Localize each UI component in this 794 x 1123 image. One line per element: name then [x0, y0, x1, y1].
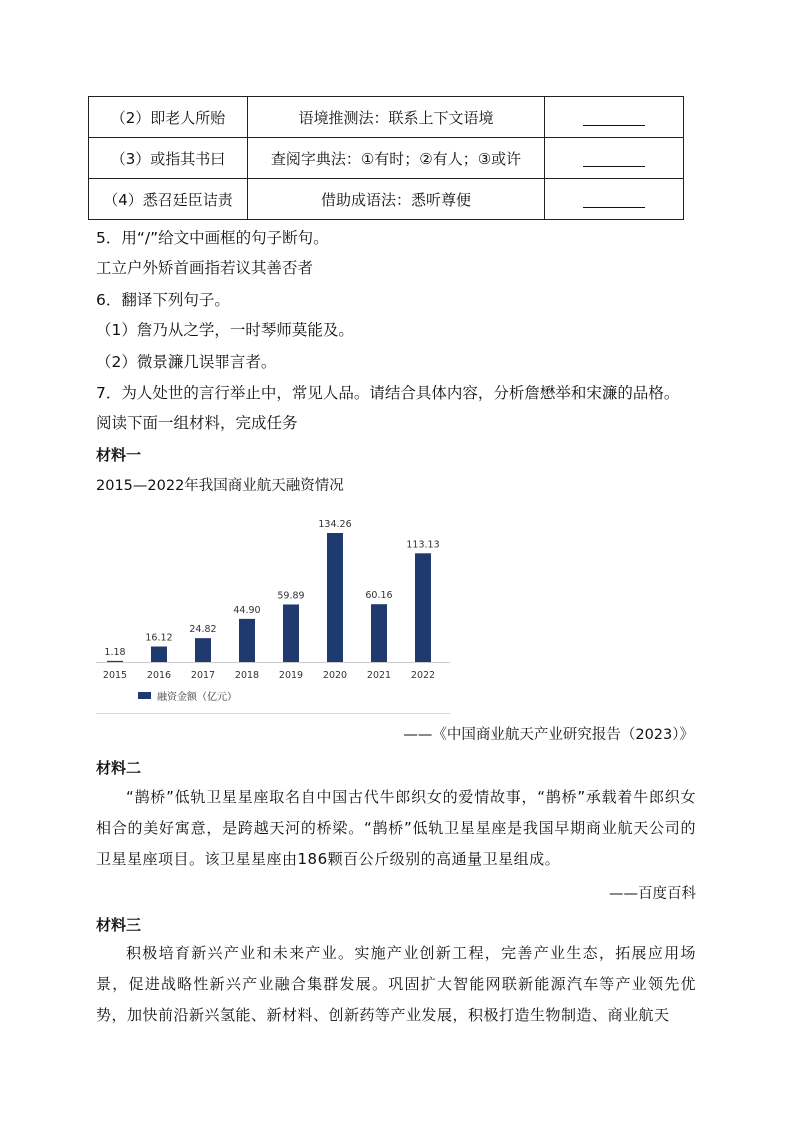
table-cell-item: （2）即老人所贻: [89, 97, 248, 138]
bar-2019: [283, 604, 299, 662]
answer-blank[interactable]: [583, 166, 645, 167]
material-3-paragraph: [96, 938, 696, 1031]
bar-2015: [107, 661, 123, 662]
x-tick-label: 2022: [410, 670, 436, 681]
material-3-text: 积极培育新兴产业和未来产业。实施产业创新工程，完善产业生态，拓展应用场景，促进战略性新兴产业融合集群发展。巩固扩大智能网联新能源汽车等产业领先优势，加快前沿新兴氢能、新材料、创新药等产业发展，积极打造生物制造、商业航天: [96, 944, 696, 1024]
bar-2016: [151, 647, 167, 662]
bar-2021: [371, 604, 387, 662]
word-method-table: [88, 96, 684, 220]
question-7: 7．为人处世的言行举止中，常见人品。请结合具体内容，分析詹懋举和宋濂的品格。: [96, 384, 680, 402]
table-row: [89, 97, 684, 138]
bar-value-label: 60.16: [365, 590, 393, 602]
question-5: 5．用“/”给文中画框的句子断句。: [96, 229, 329, 247]
table-cell-item: （3）或指其书曰: [89, 138, 248, 179]
question-6: 6．翻译下列句子。: [96, 291, 230, 309]
material-2-heading: 材料二: [96, 759, 142, 777]
bar-value-label: 1.18: [104, 646, 126, 658]
material-2-paragraph: [96, 782, 696, 875]
bar-value-label: 44.90: [233, 604, 261, 616]
table-cell-method: 借助成语法：悉听尊便: [248, 179, 545, 220]
bar-2018: [239, 619, 255, 662]
chart-divider: [96, 713, 450, 714]
table-row: [89, 138, 684, 179]
bar-value-label: 16.12: [145, 632, 173, 644]
reading-intro: 阅读下面一组材料，完成任务: [96, 414, 298, 432]
table-cell-item: （4）悉召廷臣诘责: [89, 179, 248, 220]
answer-blank[interactable]: [583, 125, 645, 126]
bar-2022: [415, 553, 431, 662]
answer-cell: [545, 179, 684, 220]
question-6-2: （2）微景濂几误罪言者。: [96, 353, 277, 371]
material-1-source: ——《中国商业航天产业研究报告（2023）》: [403, 727, 694, 743]
table-cell-method: 查阅字典法：①有时；②有人；③或许: [248, 138, 545, 179]
table-row: [89, 179, 684, 220]
table-cell-method: 语境推测法：联系上下文语境: [248, 97, 545, 138]
bar-value-label: 24.82: [189, 624, 217, 636]
bar-value-label: 134.26: [318, 519, 352, 530]
x-tick-label: 2020: [322, 670, 348, 681]
legend-label: 融资金额（亿元）: [157, 692, 237, 703]
bar-2017: [195, 638, 211, 662]
answer-cell: [545, 97, 684, 138]
funding-bar-chart: [96, 505, 456, 713]
x-tick-label: 2018: [234, 670, 260, 681]
bar-value-label: 113.13: [406, 539, 440, 551]
material-2-source: ——百度百科: [609, 886, 696, 902]
bar-2020: [327, 533, 343, 662]
x-tick-label: 2015: [102, 670, 128, 681]
material-3-heading: 材料三: [96, 916, 142, 934]
x-tick-label: 2021: [366, 670, 392, 681]
question-5-sentence: 工立户外矫首画指若议其善否者: [96, 259, 314, 277]
answer-blank[interactable]: [583, 207, 645, 208]
x-tick-label: 2017: [190, 670, 216, 681]
legend-swatch: [138, 692, 151, 699]
x-tick-label: 2019: [278, 670, 304, 681]
material-1-heading: 材料一: [96, 446, 142, 464]
chart-title: 2015—2022年我国商业航天融资情况: [96, 478, 344, 494]
bar-value-label: 59.89: [277, 590, 305, 602]
answer-cell: [545, 138, 684, 179]
question-6-1: （1）詹乃从之学，一时琴师莫能及。: [96, 321, 354, 339]
x-tick-label: 2016: [146, 670, 172, 681]
material-2-text: “鹊桥”低轨卫星星座取名自中国古代牛郎织女的爱情故事，“鹊桥”承载着牛郎织女相合的美好寓意，是跨越天河的桥梁。“鹊桥”低轨卫星星座是我国早期商业航天公司的卫星星座项目。该卫星星座由186颗百公斤级别的高通量卫星组成。: [96, 788, 696, 868]
